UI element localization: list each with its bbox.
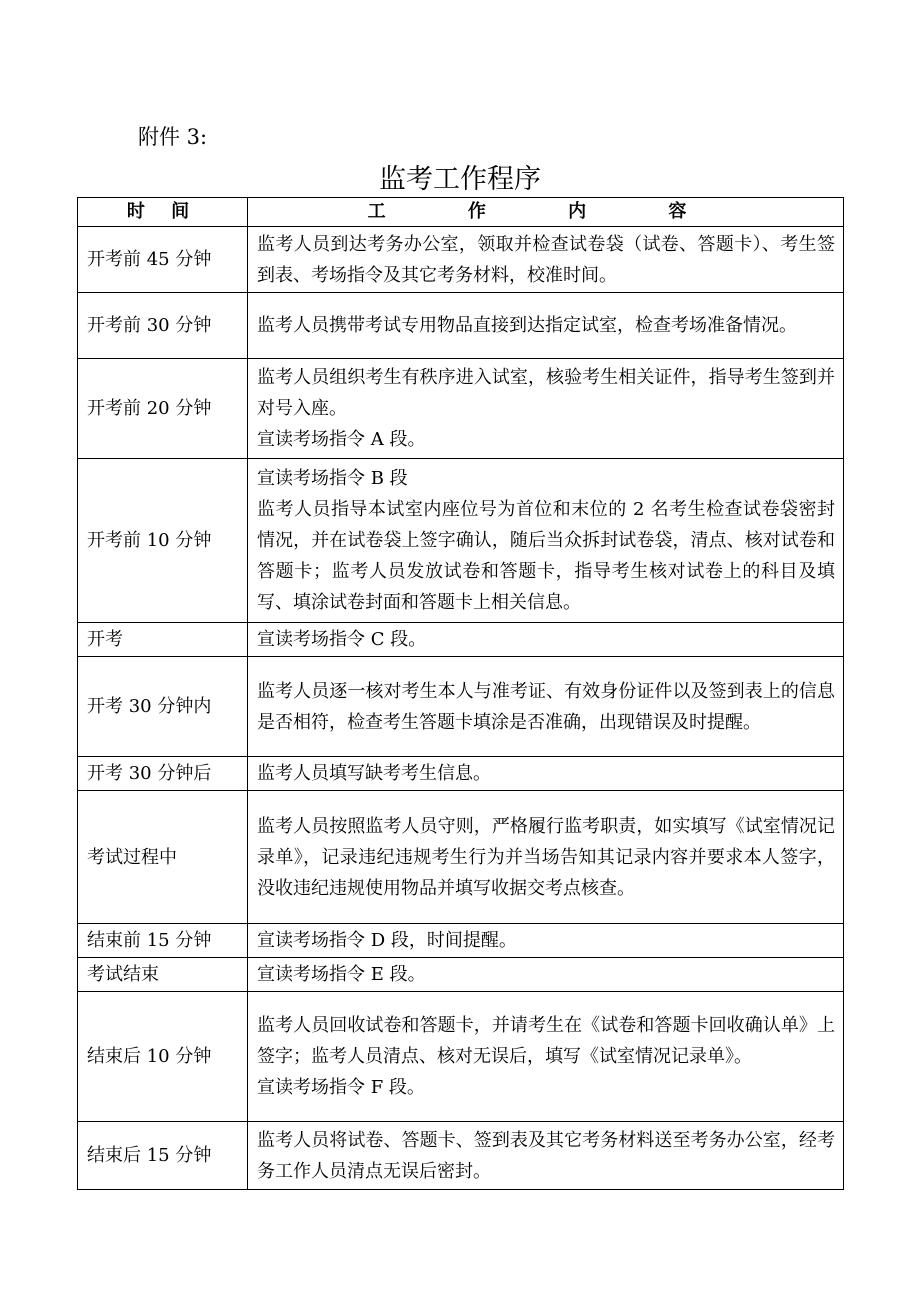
time-cell: 考试结束 (78, 958, 248, 992)
time-cell: 开考 30 分钟后 (78, 757, 248, 791)
table-row (78, 992, 844, 1122)
table-row (78, 924, 844, 958)
time-cell: 开考前 30 分钟 (78, 293, 248, 359)
table-row (78, 757, 844, 791)
table-row (78, 657, 844, 757)
content-cell (248, 1122, 844, 1190)
table-row (78, 227, 844, 293)
table-header-row (78, 198, 844, 227)
table-row (78, 359, 844, 459)
content-line: 监考人员指导本试室内座位号为首位和末位的 2 名考生检查试卷袋密封情况，并在试卷袋上签字确认，随后当众拆封试卷袋，清点、核对试卷和答题卡；监考人员发放试卷和答题卡，指导考生核对试卷上的科目及填写、填涂试卷封面和答题卡上相关信息。 (257, 499, 835, 613)
table-row (78, 791, 844, 924)
content-line: 监考人员组织考生有秩序进入试室，核验考生相关证件，指导考生签到并对号入座。 (257, 367, 835, 419)
table-row (78, 1122, 844, 1190)
procedure-table (77, 197, 844, 1190)
content-cell (248, 623, 844, 657)
content-cell (248, 227, 844, 293)
header-time: 时 间 (78, 198, 248, 227)
time-cell: 结束后 10 分钟 (78, 992, 248, 1122)
content-cell (248, 791, 844, 924)
attachment-label: 附件 3: (138, 125, 208, 149)
time-cell: 开考 30 分钟内 (78, 657, 248, 757)
content-line: 监考人员到达考务办公室，领取并检查试卷袋（试卷、答题卡）、考生签到表、考场指令及其它考务材料，校准时间。 (257, 233, 835, 286)
content-line: 监考人员回收试卷和答题卡，并请考生在《试卷和答题卡回收确认单》上签字；监考人员清点、核对无误后，填写《试室情况记录单》。 (257, 1015, 835, 1067)
content-line: 宣读考场指令 A 段。 (257, 429, 426, 450)
content-line: 监考人员按照监考人员守则，严格履行监考职责，如实填写《试室情况记录单》，记录违纪违规考生行为并当场告知其记录内容并要求本人签字，没收违纪违规使用物品并填写收据交考点核查。 (257, 815, 835, 899)
content-cell (248, 293, 844, 359)
content-line: 监考人员逐一核对考生本人与准考证、有效身份证件以及签到表上的信息是否相符，检查考生答题卡填涂是否准确，出现错误及时提醒。 (257, 680, 835, 733)
time-cell: 开考前 20 分钟 (78, 359, 248, 459)
table-row (78, 293, 844, 359)
table-row (78, 459, 844, 623)
content-line: 监考人员携带考试专用物品直接到达指定试室，检查考场准备情况。 (257, 315, 797, 336)
content-line: 宣读考场指令 E 段。 (257, 964, 426, 985)
content-cell (248, 992, 844, 1122)
time-cell: 结束前 15 分钟 (78, 924, 248, 958)
content-cell (248, 459, 844, 623)
content-cell (248, 958, 844, 992)
content-line: 宣读考场指令 F 段。 (257, 1077, 425, 1098)
header-content: 工 作 内 容 (248, 198, 844, 227)
time-cell: 开考前 45 分钟 (78, 227, 248, 293)
content-line: 宣读考场指令 B 段 (257, 468, 408, 489)
content-cell (248, 657, 844, 757)
time-cell: 考试过程中 (78, 791, 248, 924)
content-line: 监考人员填写缺考考生信息。 (257, 763, 491, 784)
content-line: 监考人员将试卷、答题卡、签到表及其它考务材料送至考务办公室，经考务工作人员清点无误后密封。 (257, 1129, 835, 1182)
content-cell (248, 924, 844, 958)
document-title: 监考工作程序 (379, 164, 541, 195)
content-line: 宣读考场指令 C 段。 (257, 629, 427, 650)
table-row (78, 623, 844, 657)
content-cell (248, 359, 844, 459)
time-cell: 结束后 15 分钟 (78, 1122, 248, 1190)
time-cell: 开考 (78, 623, 248, 657)
table-row (78, 958, 844, 992)
time-cell: 开考前 10 分钟 (78, 459, 248, 623)
content-cell (248, 757, 844, 791)
content-line: 宣读考场指令 D 段，时间提醒。 (257, 930, 517, 951)
